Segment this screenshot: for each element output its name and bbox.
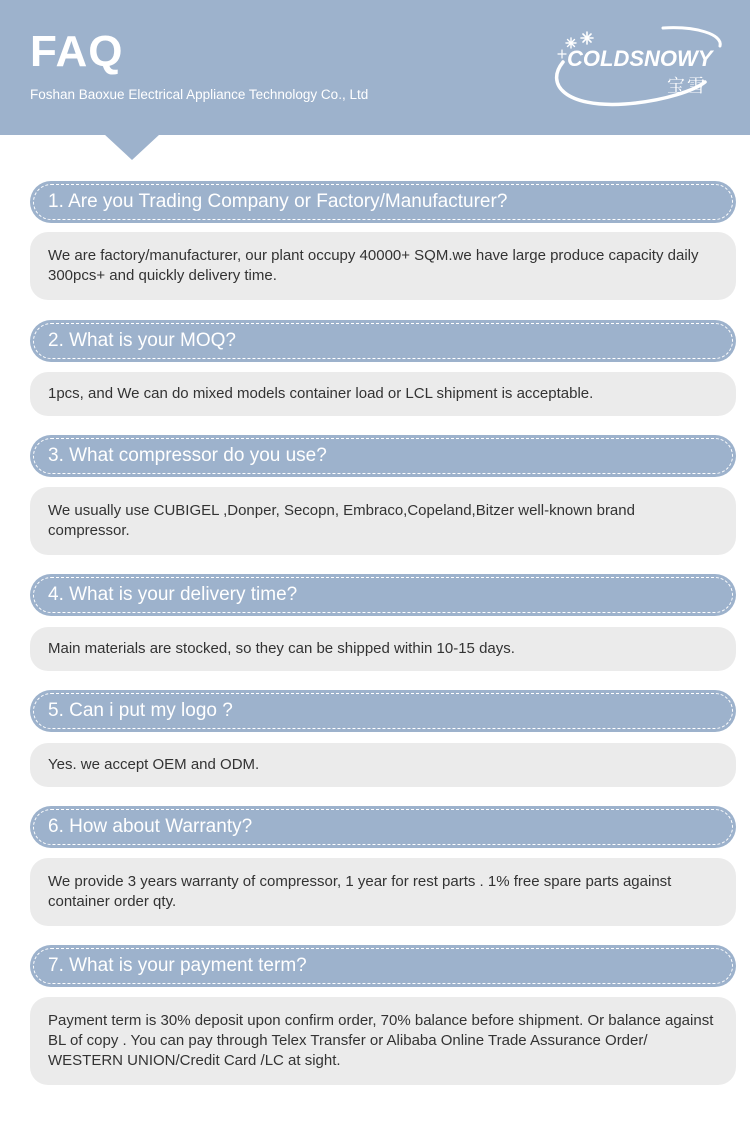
faq-answer-3 <box>30 487 736 555</box>
faq-answer-1 <box>30 232 736 300</box>
question-text: 2. What is your MOQ? <box>48 330 236 351</box>
faq-answer-7 <box>30 997 736 1085</box>
faq-question-4 <box>30 574 736 616</box>
faq-question-3 <box>30 435 736 477</box>
answer-text: We are factory/manufacturer, our plant occupy 40000+ SQM.we have large produce capacity daily 300pcs+ and quickly delivery time. <box>48 247 699 284</box>
answer-text: Yes. we accept OEM and ODM. <box>48 756 260 773</box>
question-text: 6. How about Warranty? <box>48 816 253 837</box>
logo-chinese-wordmark: 宝雪 <box>667 76 707 97</box>
faq-answer-6 <box>30 858 736 926</box>
answer-text: We usually use CUBIGEL ,Donper, Secopn, Embraco,Copeland,Bitzer well-known brand compressor. <box>48 502 635 539</box>
faq-question-1 <box>30 181 736 223</box>
page-title: FAQ <box>30 27 124 76</box>
faq-question-2 <box>30 320 736 362</box>
company-name: Foshan Baoxue Electrical Appliance Technology Co., Ltd <box>30 87 369 102</box>
logo-wordmark: COLDSNOWY <box>567 46 713 71</box>
faq-answer-4 <box>30 627 736 671</box>
faq-answer-5 <box>30 743 736 787</box>
answer-text: Main materials are stocked, so they can be shipped within 10-15 days. <box>48 640 515 657</box>
faq-question-7 <box>30 945 736 987</box>
answer-text: Payment term is 30% deposit upon confirm order, 70% balance before shipment. Or balance against BL of copy . You can pay through Telex Transfer or Alibaba Online Trade Assurance Order/ WESTERN UNION/Credit Card /LC at sight. <box>48 1012 714 1069</box>
faq-question-5 <box>30 690 736 732</box>
question-text: 1. Are you Trading Company or Factory/Manufacturer? <box>48 191 508 212</box>
answer-text: 1pcs, and We can do mixed models container load or LCL shipment is acceptable. <box>48 385 594 402</box>
faq-answer-2 <box>30 372 736 416</box>
question-text: 7. What is your payment term? <box>48 955 307 976</box>
question-text: 3. What compressor do you use? <box>48 445 327 466</box>
answer-text: We provide 3 years warranty of compressor, 1 year for rest parts . 1% free spare parts against container order qty. <box>48 873 672 910</box>
faq-question-6 <box>30 806 736 848</box>
question-text: 4. What is your delivery time? <box>48 584 298 605</box>
question-text: 5. Can i put my logo ? <box>48 700 233 721</box>
